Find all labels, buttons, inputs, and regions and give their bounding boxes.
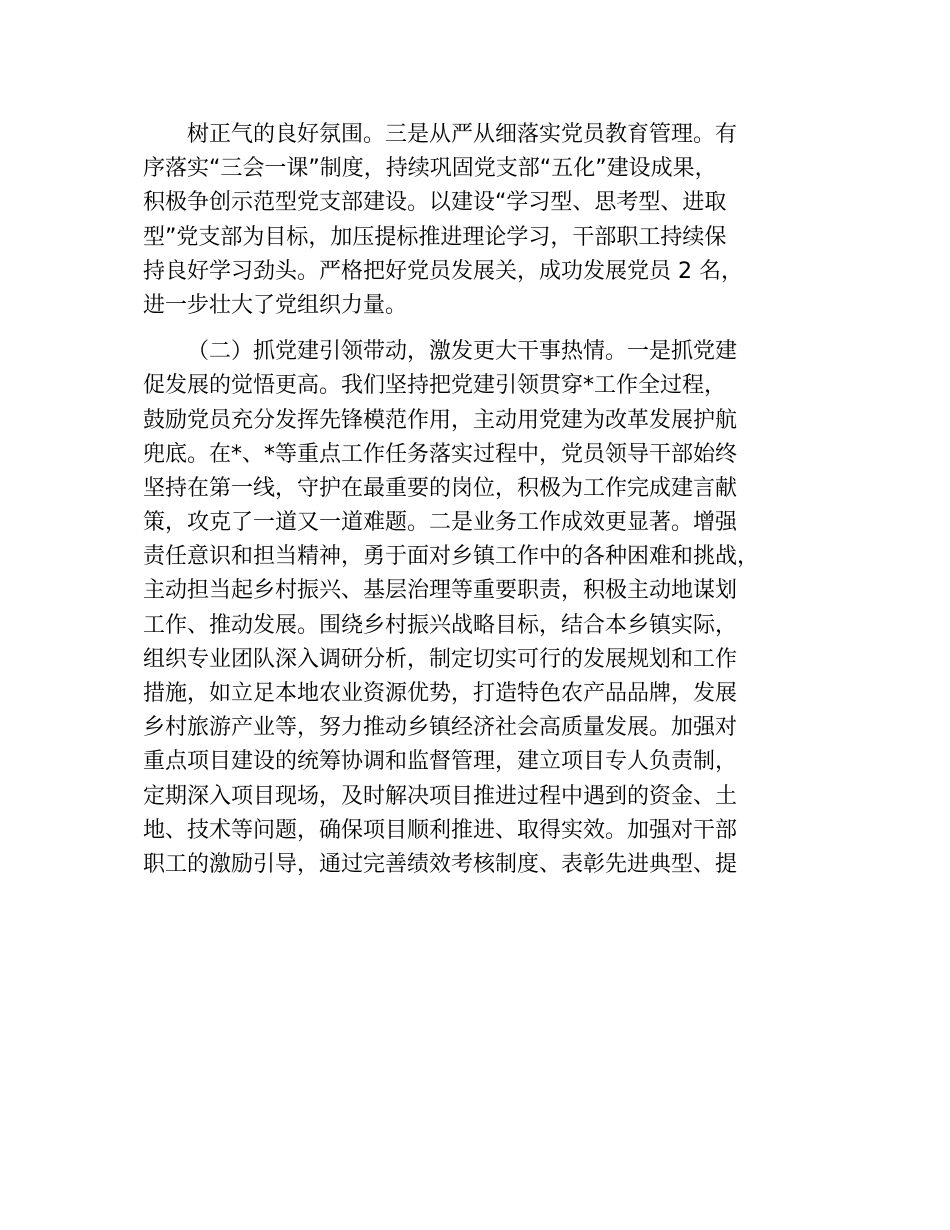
text-line: 鼓励党员充分发挥先锋模范作用，主动用党建为改革发展护航	[143, 407, 738, 433]
text-line: 职工的激励引导，通过完善绩效考核制度、表彰先进典型、提	[143, 851, 738, 877]
text-line: 序落实“三会一课”制度，持续巩固党支部“五化”建设成果，	[143, 156, 717, 182]
text-line: 持良好学习劲头。严格把好党员发展关，成功发展党员 2 名，	[143, 258, 743, 284]
text-line: 主动担当起乡村振兴、基层治理等重要职责，积极主动地谋划	[143, 578, 738, 604]
text-line: 型”党支部为目标，加压提标推进理论学习，干部职工持续保	[143, 224, 727, 250]
text-line: 乡村旅游产业等，努力推动乡镇经济社会高质量发展。加强对	[143, 715, 738, 741]
text-line: 定期深入项目现场，及时解决项目推进过程中遇到的资金、土	[143, 783, 738, 809]
text-line: 组织专业团队深入调研分析，制定切实可行的发展规划和工作	[143, 646, 738, 672]
text-line: 促发展的觉悟更高。我们坚持把党建引领贯穿*工作全过程，	[143, 373, 727, 399]
text-line: 进一步壮大了党组织力量。	[143, 292, 408, 318]
text-line: 工作、推动发展。围绕乡村振兴战略目标，结合本乡镇实际，	[143, 612, 738, 638]
text-line: 兜底。在*、*等重点工作任务落实过程中，党员领导干部始终	[143, 441, 738, 467]
text-line: 措施，如立足本地农业资源优势，打造特色农产品品牌，发展	[143, 681, 738, 706]
text-line: 坚持在第一线，守护在最重要的岗位，积极为工作完成建言献	[143, 475, 738, 501]
paragraph-spacer	[143, 323, 843, 335]
text-line: 重点项目建设的统筹协调和监督管理，建立项目专人负责制，	[143, 749, 738, 775]
text-line: 策，攻克了一道又一道难题。二是业务工作成效更显著。增强	[143, 510, 738, 536]
paragraph-2	[143, 335, 843, 882]
paragraph-1	[143, 118, 843, 323]
document-body	[143, 118, 843, 882]
text-line: 责任意识和担当精神，勇于面对乡镇工作中的各种困难和挑战，	[143, 544, 760, 570]
text-line: 树正气的良好氛围。三是从严从细落实党员教育管理。有	[187, 122, 738, 147]
text-line: （二）抓党建引领带动，激发更大干事热情。一是抓党建	[187, 339, 738, 365]
text-line: 地、技术等问题，确保项目顺利推进、取得实效。加强对干部	[143, 817, 738, 843]
text-line: 积极争创示范型党支部建设。以建设“学习型、思考型、进取	[143, 190, 727, 216]
